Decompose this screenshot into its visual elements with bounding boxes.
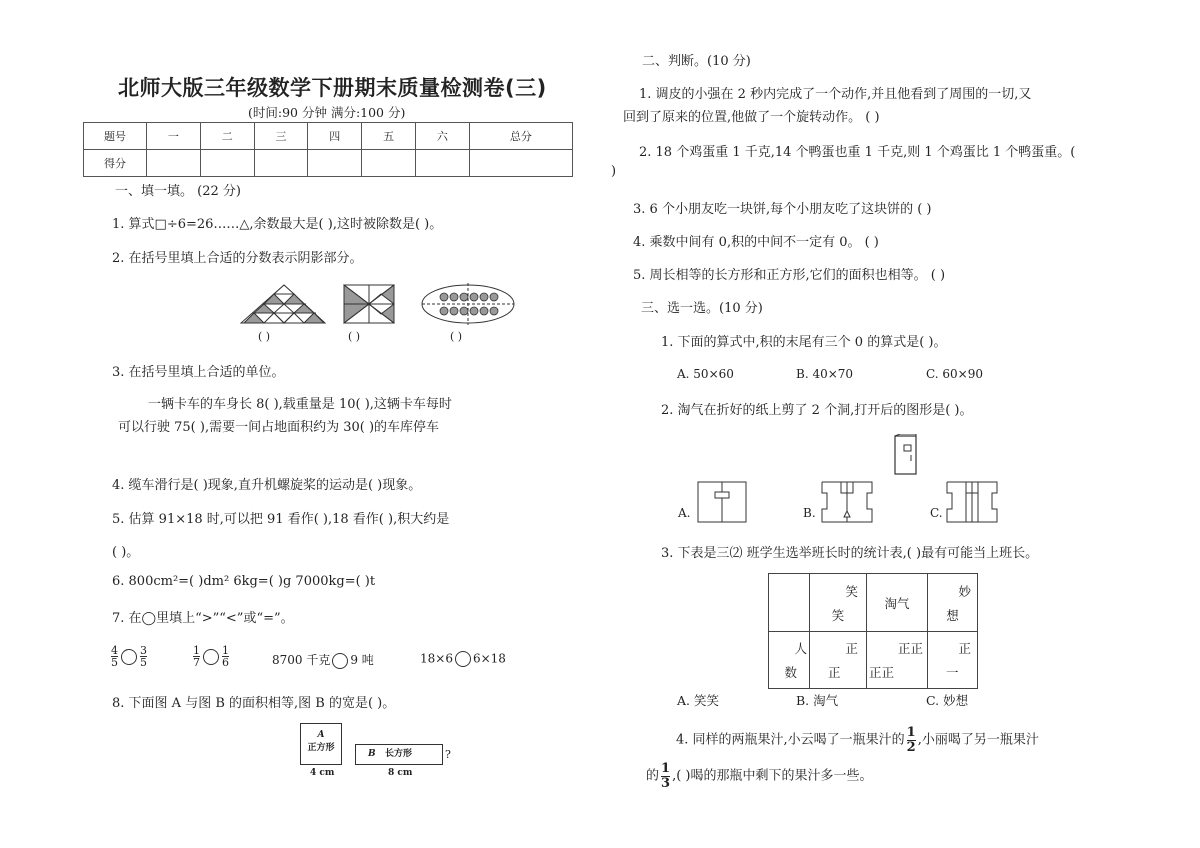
vote-header-xiaoxiao: 笑 笑	[810, 574, 867, 632]
s3-question-4-line2: 的 $\frac{1}{3}$ ,( )喝的那瓶中剩下的果汁多一些。	[646, 761, 873, 791]
folded-paper-figure	[892, 434, 918, 476]
score-input-cell[interactable]	[469, 150, 572, 177]
score-table-score-row	[84, 150, 573, 177]
s3-q3-option-a[interactable]: A. 笑笑	[677, 693, 719, 708]
compare-item-product: 18×6 6×18	[420, 651, 506, 666]
score-header-cell: 六	[415, 123, 469, 150]
rectangle-b-figure: B 长方形	[355, 744, 443, 765]
compare-circle[interactable]	[332, 653, 348, 669]
ellipse-dots-figure	[420, 283, 516, 325]
vote-corner-cell	[769, 574, 810, 632]
s3-q2-option-a[interactable]: A.	[678, 506, 691, 520]
option-b-shape	[821, 481, 873, 523]
vote-row-label: 人 数	[769, 632, 810, 689]
fraction: $\frac{3}{5}$	[140, 644, 147, 669]
s3-q1-option-a[interactable]: A. 50×60	[677, 367, 734, 381]
s3-question-4-line1: 4. 同样的两瓶果汁,小云喝了一瓶果汁的 $\frac{1}{2}$ ,小丽喝了另一瓶果汁	[676, 725, 1039, 755]
s1-question-2: 2. 在括号里填上合适的分数表示阴影部分。	[112, 251, 363, 266]
s3-q3-option-b[interactable]: B. 淘气	[796, 693, 839, 708]
answer-blank[interactable]: ( )	[348, 330, 361, 343]
s1-question-3-line2: 可以行驶 75( ),需要一间占地面积约为 30( )的车库停车	[118, 420, 440, 435]
triangle-figure	[240, 284, 326, 324]
fraction-one-third: $\frac{1}{3}$	[661, 761, 671, 791]
score-input-cell[interactable]	[200, 150, 254, 177]
compare-circle[interactable]	[455, 651, 471, 667]
s3-question-2: 2. 淘气在折好的纸上剪了 2 个洞,打开后的图形是( )。	[661, 403, 973, 418]
s1-question-7: 7. 在◯里填上“>”“<”或“=”。	[112, 611, 294, 626]
rectangle-b-dimension: 8 cm	[388, 768, 413, 778]
s3-q1-option-b[interactable]: B. 40×70	[796, 367, 854, 381]
s3-q2-option-b[interactable]: B.	[803, 506, 816, 520]
s2-question-5: 5. 周长相等的长方形和正方形,它们的面积也相等。 ( )	[633, 268, 946, 283]
page-title: 北师大版三年级数学下册期末质量检测卷(三)	[118, 76, 547, 100]
option-c-shape	[946, 481, 998, 523]
s1-question-3: 3. 在括号里填上合适的单位。	[112, 365, 285, 380]
square-a-dimension: 4 cm	[310, 768, 335, 778]
s3-q3-option-c[interactable]: C. 妙想	[926, 693, 969, 708]
score-input-cell[interactable]	[254, 150, 308, 177]
square-a-figure: A 正方形	[300, 723, 342, 765]
vote-tally-taoqi: 正正 正正	[867, 632, 928, 689]
s2-question-1-line1: 1. 调皮的小强在 2 秒内完成了一个动作,并且他看到了周围的一切,又	[639, 87, 1032, 102]
vote-tally-xiaoxiao: 正 正	[810, 632, 867, 689]
score-header-cell: 三	[254, 123, 308, 150]
s1-question-5-line2: ( )。	[112, 545, 140, 560]
rectangle-b-unknown: ?	[445, 748, 451, 761]
exam-subtitle: (时间:90 分钟 满分:100 分)	[248, 105, 406, 120]
compare-item-weight: 8700 千克 9 吨	[272, 653, 374, 667]
vote-header-taoqi: 淘气	[867, 574, 928, 632]
fraction: $\frac{4}{5}$	[111, 644, 118, 669]
s1-question-1: 1. 算式□÷6=26……△,余数最大是( ),这时被除数是( )。	[112, 217, 443, 232]
score-input-cell[interactable]	[308, 150, 362, 177]
s2-question-4: 4. 乘数中间有 0,积的中间不一定有 0。 ( )	[633, 235, 879, 250]
score-header-cell: 四	[308, 123, 362, 150]
score-header-cell: 二	[200, 123, 254, 150]
vote-table	[768, 573, 978, 689]
section2-heading: 二、判断。(10 分)	[642, 54, 751, 69]
s1-question-6: 6. 800cm²=( )dm² 6kg=( )g 7000kg=( )t	[112, 574, 376, 589]
s1-question-8: 8. 下面图 A 与图 B 的面积相等,图 B 的宽是( )。	[112, 696, 396, 711]
s1-question-3-line1: 一辆卡车的车身长 8( ),载重量是 10( ),这辆卡车每时	[148, 397, 452, 412]
compare-item-fractions-a	[110, 645, 148, 668]
score-header-cell: 总分	[469, 123, 572, 150]
compare-item-fractions-b	[192, 645, 230, 668]
vote-table-data-row	[769, 632, 978, 689]
score-table-header-row	[84, 123, 573, 150]
s2-question-3: 3. 6 个小朋友吃一块饼,每个小朋友吃了这块饼的 ( )	[633, 202, 932, 217]
score-table	[83, 122, 573, 177]
fraction: $\frac{1}{7}$	[193, 644, 200, 669]
fraction: $\frac{1}{6}$	[222, 644, 229, 669]
s3-question-3: 3. 下表是三⑵ 班学生选举班长时的统计表,( )最有可能当上班长。	[661, 546, 1039, 561]
score-header-cell: 题号	[84, 123, 147, 150]
square-figure	[343, 284, 395, 324]
s3-q1-option-c[interactable]: C. 60×90	[926, 367, 983, 381]
vote-tally-miaoxiang: 正 一	[928, 632, 978, 689]
compare-circle[interactable]	[121, 649, 137, 665]
option-a-shape	[697, 481, 747, 523]
section3-heading: 三、选一选。(10 分)	[641, 301, 763, 316]
score-input-cell[interactable]	[415, 150, 469, 177]
s3-q2-option-c[interactable]: C.	[930, 506, 943, 520]
s1-question-4: 4. 缆车滑行是( )现象,直升机螺旋桨的运动是( )现象。	[112, 478, 422, 493]
vote-table-header-row	[769, 574, 978, 632]
s2-question-1-line2: 回到了原来的位置,他做了一个旋转动作。 ( )	[623, 110, 880, 125]
score-header-cell: 一	[147, 123, 201, 150]
s2-question-2-line2: )	[611, 164, 617, 179]
compare-circle[interactable]	[203, 649, 219, 665]
s1-question-5-line1: 5. 估算 91×18 时,可以把 91 看作( ),18 看作( ),积大约是	[112, 512, 450, 527]
s2-question-2-line1: 2. 18 个鸡蛋重 1 千克,14 个鸭蛋也重 1 千克,则 1 个鸡蛋比 1 个鸭蛋重。(	[639, 145, 1076, 160]
fraction-one-half: $\frac{1}{2}$	[906, 725, 916, 755]
section1-heading: 一、填一填。 (22 分)	[115, 184, 241, 199]
score-input-cell[interactable]	[362, 150, 416, 177]
s3-question-1: 1. 下面的算式中,积的末尾有三个 0 的算式是( )。	[661, 335, 947, 350]
vote-header-miaoxiang: 妙 想	[928, 574, 978, 632]
score-row-label: 得分	[84, 150, 147, 177]
answer-blank[interactable]: ( )	[450, 330, 463, 343]
score-header-cell: 五	[362, 123, 416, 150]
answer-blank[interactable]: ( )	[258, 330, 271, 343]
score-input-cell[interactable]	[147, 150, 201, 177]
